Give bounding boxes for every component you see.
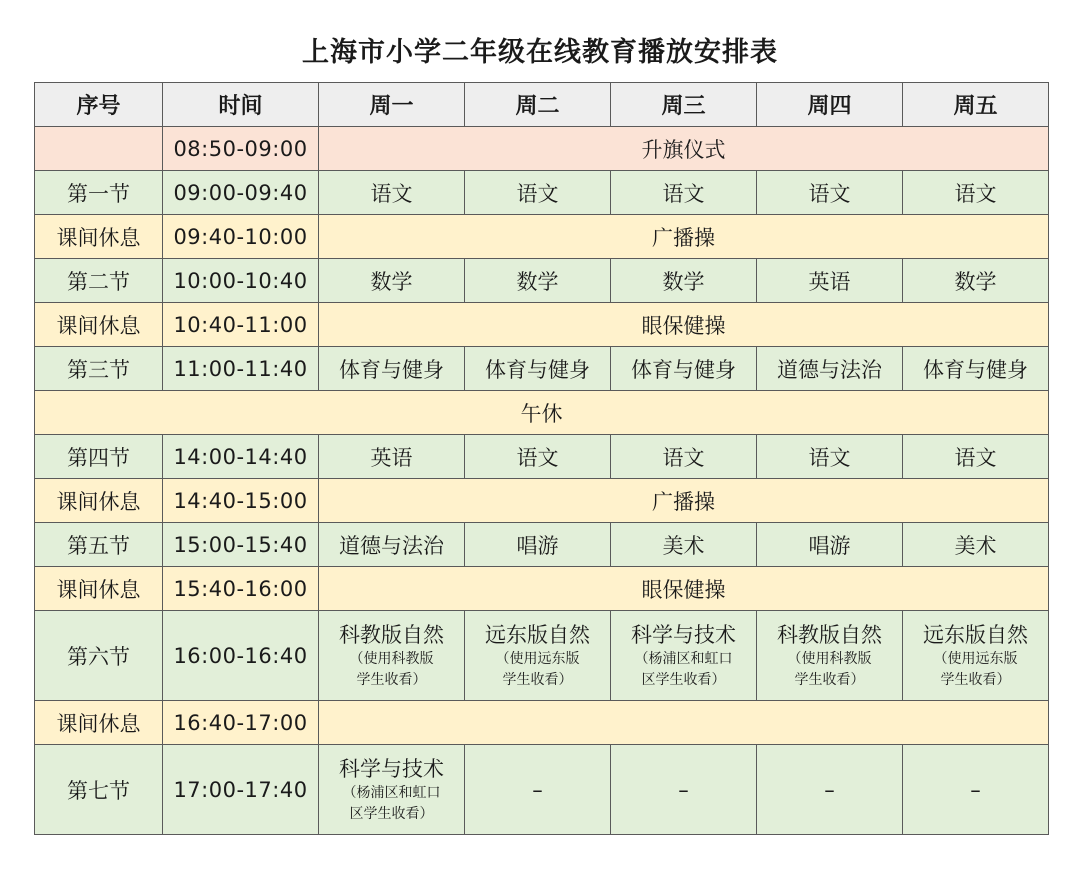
subject-note: （使用科教版 bbox=[349, 650, 434, 667]
time-cell: 09:00-09:40 bbox=[163, 171, 319, 215]
subject-main: 科学与技术 bbox=[339, 756, 444, 781]
lunch-cell: 午休 bbox=[35, 391, 1049, 435]
subject-cell: 英语 bbox=[319, 435, 465, 479]
subject-main: 科教版自然 bbox=[777, 622, 882, 647]
row-break-2 bbox=[35, 303, 1049, 347]
subject-main: 科教版自然 bbox=[339, 622, 444, 647]
subject-cell bbox=[465, 611, 611, 701]
subject-cell: 语文 bbox=[757, 435, 903, 479]
subject-main: 远东版自然 bbox=[485, 622, 590, 647]
time-cell: 11:00-11:40 bbox=[163, 347, 319, 391]
seq-cell: 课间休息 bbox=[35, 567, 163, 611]
span-cell: 眼保健操 bbox=[319, 567, 1049, 611]
header-row bbox=[35, 83, 1049, 127]
subject-cell: 唱游 bbox=[757, 523, 903, 567]
subject-cell: 数学 bbox=[465, 259, 611, 303]
header-time: 时间 bbox=[163, 83, 319, 127]
row-period-3 bbox=[35, 347, 1049, 391]
span-cell: 广播操 bbox=[319, 215, 1049, 259]
subject-cell: 道德与法治 bbox=[757, 347, 903, 391]
header-friday: 周五 bbox=[903, 83, 1049, 127]
subject-cell: 体育与健身 bbox=[465, 347, 611, 391]
seq-cell: 第四节 bbox=[35, 435, 163, 479]
seq-cell: 课间休息 bbox=[35, 701, 163, 745]
time-cell: 17:00-17:40 bbox=[163, 745, 319, 835]
row-break-5 bbox=[35, 567, 1049, 611]
seq-cell: 课间休息 bbox=[35, 479, 163, 523]
row-break-4 bbox=[35, 479, 1049, 523]
header-wednesday: 周三 bbox=[611, 83, 757, 127]
seq-cell: 课间休息 bbox=[35, 215, 163, 259]
subject-note: （使用科教版 bbox=[787, 650, 872, 667]
row-lunch bbox=[35, 391, 1049, 435]
empty-cell: – bbox=[903, 745, 1049, 835]
row-flag-ceremony bbox=[35, 127, 1049, 171]
subject-cell: 数学 bbox=[903, 259, 1049, 303]
subject-cell: 数学 bbox=[611, 259, 757, 303]
subject-cell: 道德与法治 bbox=[319, 523, 465, 567]
row-break-6 bbox=[35, 701, 1049, 745]
subject-note: 学生收看） bbox=[356, 671, 427, 688]
subject-note: 学生收看） bbox=[794, 671, 865, 688]
seq-cell: 第一节 bbox=[35, 171, 163, 215]
subject-cell: 语文 bbox=[611, 171, 757, 215]
span-cell: 广播操 bbox=[319, 479, 1049, 523]
subject-cell bbox=[319, 611, 465, 701]
time-cell: 08:50-09:00 bbox=[163, 127, 319, 171]
page-title: 上海市小学二年级在线教育播放安排表 bbox=[302, 37, 778, 68]
span-cell bbox=[319, 701, 1049, 745]
row-period-4 bbox=[35, 435, 1049, 479]
subject-cell: 体育与健身 bbox=[903, 347, 1049, 391]
subject-cell: 语文 bbox=[465, 435, 611, 479]
span-cell: 眼保健操 bbox=[319, 303, 1049, 347]
seq-cell: 第六节 bbox=[35, 611, 163, 701]
time-cell: 14:00-14:40 bbox=[163, 435, 319, 479]
subject-cell bbox=[757, 611, 903, 701]
time-cell: 15:00-15:40 bbox=[163, 523, 319, 567]
seq-cell: 第五节 bbox=[35, 523, 163, 567]
time-cell: 10:00-10:40 bbox=[163, 259, 319, 303]
subject-note: 区学生收看） bbox=[641, 671, 726, 688]
seq-cell: 第三节 bbox=[35, 347, 163, 391]
subject-note: 区学生收看） bbox=[349, 805, 434, 822]
subject-cell: 美术 bbox=[611, 523, 757, 567]
header-tuesday: 周二 bbox=[465, 83, 611, 127]
subject-cell: 美术 bbox=[903, 523, 1049, 567]
subject-note: （杨浦区和虹口 bbox=[342, 784, 441, 801]
subject-main: 科学与技术 bbox=[631, 622, 736, 647]
subject-cell: 语文 bbox=[903, 435, 1049, 479]
span-cell: 升旗仪式 bbox=[319, 127, 1049, 171]
row-period-7 bbox=[35, 745, 1049, 835]
empty-cell: – bbox=[465, 745, 611, 835]
time-cell: 10:40-11:00 bbox=[163, 303, 319, 347]
header-seq: 序号 bbox=[35, 83, 163, 127]
row-period-1 bbox=[35, 171, 1049, 215]
subject-cell: 体育与健身 bbox=[319, 347, 465, 391]
subject-cell: 英语 bbox=[757, 259, 903, 303]
header-thursday: 周四 bbox=[757, 83, 903, 127]
subject-cell: 语文 bbox=[903, 171, 1049, 215]
subject-note: （使用远东版 bbox=[933, 650, 1018, 667]
seq-cell: 第二节 bbox=[35, 259, 163, 303]
subject-cell: 语文 bbox=[611, 435, 757, 479]
time-cell: 14:40-15:00 bbox=[163, 479, 319, 523]
subject-cell: 数学 bbox=[319, 259, 465, 303]
row-period-5 bbox=[35, 523, 1049, 567]
time-cell: 16:00-16:40 bbox=[163, 611, 319, 701]
subject-cell bbox=[903, 611, 1049, 701]
time-cell: 15:40-16:00 bbox=[163, 567, 319, 611]
schedule-table bbox=[34, 82, 1049, 835]
subject-cell bbox=[319, 745, 465, 835]
subject-cell: 语文 bbox=[757, 171, 903, 215]
subject-note: 学生收看） bbox=[940, 671, 1011, 688]
row-break-1 bbox=[35, 215, 1049, 259]
row-period-2 bbox=[35, 259, 1049, 303]
row-period-6 bbox=[35, 611, 1049, 701]
subject-cell: 语文 bbox=[465, 171, 611, 215]
subject-cell: 唱游 bbox=[465, 523, 611, 567]
empty-cell: – bbox=[757, 745, 903, 835]
time-cell: 09:40-10:00 bbox=[163, 215, 319, 259]
subject-note: 学生收看） bbox=[502, 671, 573, 688]
seq-cell: 第七节 bbox=[35, 745, 163, 835]
time-cell: 16:40-17:00 bbox=[163, 701, 319, 745]
subject-main: 远东版自然 bbox=[923, 622, 1028, 647]
subject-note: （使用远东版 bbox=[495, 650, 580, 667]
subject-cell: 语文 bbox=[319, 171, 465, 215]
seq-cell bbox=[35, 127, 163, 171]
seq-cell: 课间休息 bbox=[35, 303, 163, 347]
empty-cell: – bbox=[611, 745, 757, 835]
subject-cell bbox=[611, 611, 757, 701]
subject-note: （杨浦区和虹口 bbox=[634, 650, 733, 667]
subject-cell: 体育与健身 bbox=[611, 347, 757, 391]
header-monday: 周一 bbox=[319, 83, 465, 127]
